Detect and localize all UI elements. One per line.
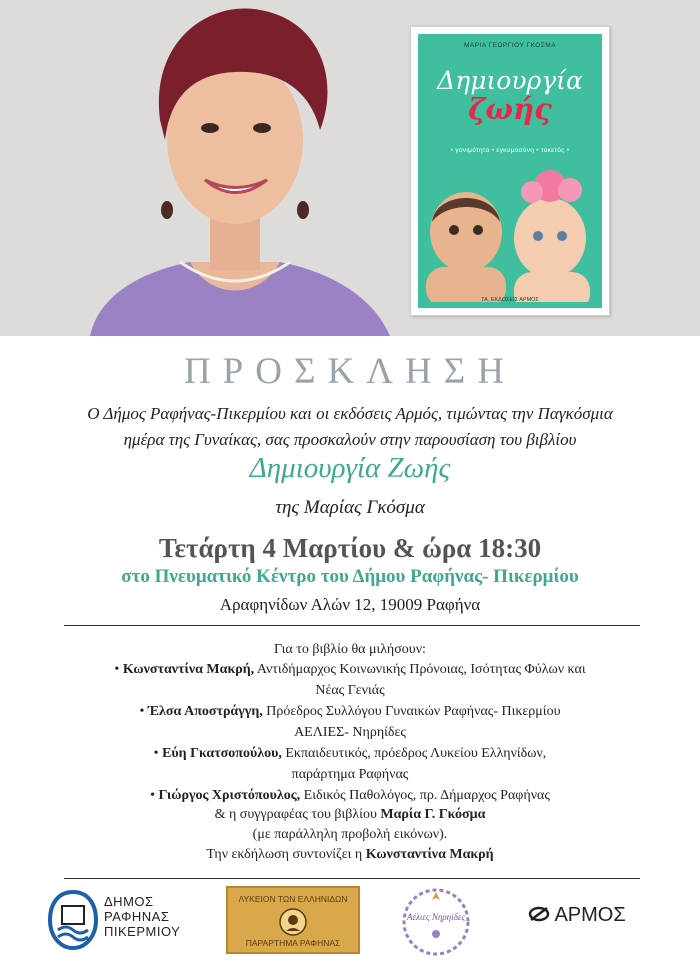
dimos-emblem-icon (48, 890, 98, 950)
invitation-intro (0, 401, 700, 453)
speaker-4: • Γιώργος Χριστόπουλος, Ειδικός Παθολόγος, πρ. Δήμαρχος Ραφήνας (150, 788, 550, 803)
dimos-line-1: ΔΗΜΟΣ (104, 894, 154, 909)
speaker-1-role: Αντιδήμαρχος Κοινωνικής Πρόνοιας, Ισότητας Φύλων και (254, 662, 586, 677)
writer-line (0, 805, 700, 824)
coordinator-line (0, 845, 700, 864)
lykeio-bottom-text: ΠΑΡΑΡΤΗΜΑ ΡΑΦΗΝΑΣ (245, 938, 341, 948)
book-cover-subtitle: • γονιμότητα • εγκυμοσύνη • τοκετός • (450, 147, 570, 154)
speaker-1-role-cont: Νέας Γενιάς (315, 683, 385, 698)
book-author: της Μαρίας Γκόσμα (275, 497, 425, 518)
speakers-intro: Για το βιβλίο θα μιλήσουν: (274, 642, 426, 657)
intro-line-1: Ο Δήμος Ραφήνας-Πικερμίου και οι εκδόσεις Αρμός, τιμώντας την Παγκόσμια (87, 404, 613, 423)
intro-line-2: ημέρα της Γυναίκας, σας προσκαλούν στην παρουσίαση του βιβλίου (123, 430, 577, 449)
armos-mark-icon (528, 905, 550, 921)
book-cover-author: ΜΑΡΙΑ ΓΕΩΡΓΙΟΥ ΓΚΟΣΜΑ (463, 42, 557, 49)
book-cover-publisher: ΤΑ. ΕΚΔΟΣΕΙΣ ΑΡΜΟΣ (481, 297, 539, 303)
event-address: Αραφηνίδων Αλών 12, 19009 Ραφήνα (219, 595, 481, 614)
speaker-1-name: Κωνσταντίνα Μακρή, (122, 662, 255, 677)
aelies-name: Αέλιες Νηρηίδες (406, 912, 466, 922)
babies-image (418, 162, 602, 302)
speaker-3-role-cont: παράρτημα Ραφήνας (291, 767, 409, 782)
aelies-wreath-icon (398, 886, 474, 958)
lykeio-top-text: ΛΥΚΕΙΟΝ ΤΩΝ ΕΛΛΗΝΙΔΩΝ (238, 894, 348, 904)
hero-banner (0, 0, 700, 336)
aelies-logo (398, 886, 474, 958)
lykeio-logo (226, 886, 360, 954)
sponsor-logos (0, 886, 700, 966)
author-portrait (70, 0, 400, 336)
event-date: Τετάρτη 4 Μαρτίου & ώρα 18:30 (158, 533, 542, 563)
armos-logo (528, 904, 626, 927)
invitation-heading: ΠΡΟΣΚΛΗΣΗ (183, 351, 517, 392)
speaker-2: • Έλσα Αποστράγγη, Πρόεδρος Συλλόγου Γυναικών Ραφήνας- Πικερμίου (139, 704, 561, 719)
dimos-line-3: ΠΙΚΕΡΜΙΟΥ (104, 924, 181, 939)
speaker-3-name: Εύη Γκατσοπούλου, (162, 746, 282, 761)
book-cover (410, 26, 610, 316)
speaker-2-role-cont: ΑΕΛΙΕΣ- Νηρηίδες (294, 725, 406, 740)
book-cover-title-line2: ζωής (468, 92, 552, 126)
dimos-name (104, 894, 180, 939)
speaker-3: • Εύη Γκατσοπούλου, Εκπαιδευτικός, πρόεδρος Λυκείου Ελληνίδων, (153, 746, 547, 761)
divider-top (64, 625, 640, 626)
writer-name: Μαρία Γ. Γκόσμα (380, 807, 486, 822)
lykeio-medallion-icon (278, 907, 308, 937)
speaker-4-role: Ειδικός Παθολόγος, πρ. Δήμαρχος Ραφήνας (300, 788, 550, 803)
book-title: Δημιουργία Ζωής (249, 452, 451, 484)
writer-prefix: & η συγγραφέας του βιβλίου (214, 807, 381, 822)
event-venue: στο Πνευματικό Κέντρο του Δήμου Ραφήνας- Πικερμίου (121, 566, 579, 587)
book-cover-title-line1: Δημιουργία (437, 66, 583, 95)
speaker-3-role: Εκπαιδευτικός, πρόεδρος Λυκείου Ελληνίδων, (281, 746, 547, 761)
dimos-line-2: ΡΑΦΗΝΑΣ (104, 909, 170, 924)
speaker-2-name: Έλσα Αποστράγγη, (147, 704, 263, 719)
dimos-logo (48, 886, 188, 960)
coordinator-prefix: Την εκδήλωση συντονίζει η (206, 847, 366, 862)
divider-bottom (64, 878, 640, 879)
armos-name: ΑΡΜΟΣ (554, 904, 626, 926)
projection-note: (με παράλληλη προβολή εικόνων). (252, 827, 448, 842)
book-cover-front (418, 34, 602, 308)
speaker-4-name: Γιώργος Χριστόπουλος, (158, 788, 301, 803)
speaker-1: • Κωνσταντίνα Μακρή, Αντιδήμαρχος Κοινωνικής Πρόνοιας, Ισότητας Φύλων και (114, 662, 586, 677)
coordinator-name: Κωνσταντίνα Μακρή (365, 847, 494, 862)
speaker-2-role: Πρόεδρος Συλλόγου Γυναικών Ραφήνας- Πικερμίου (262, 704, 561, 719)
